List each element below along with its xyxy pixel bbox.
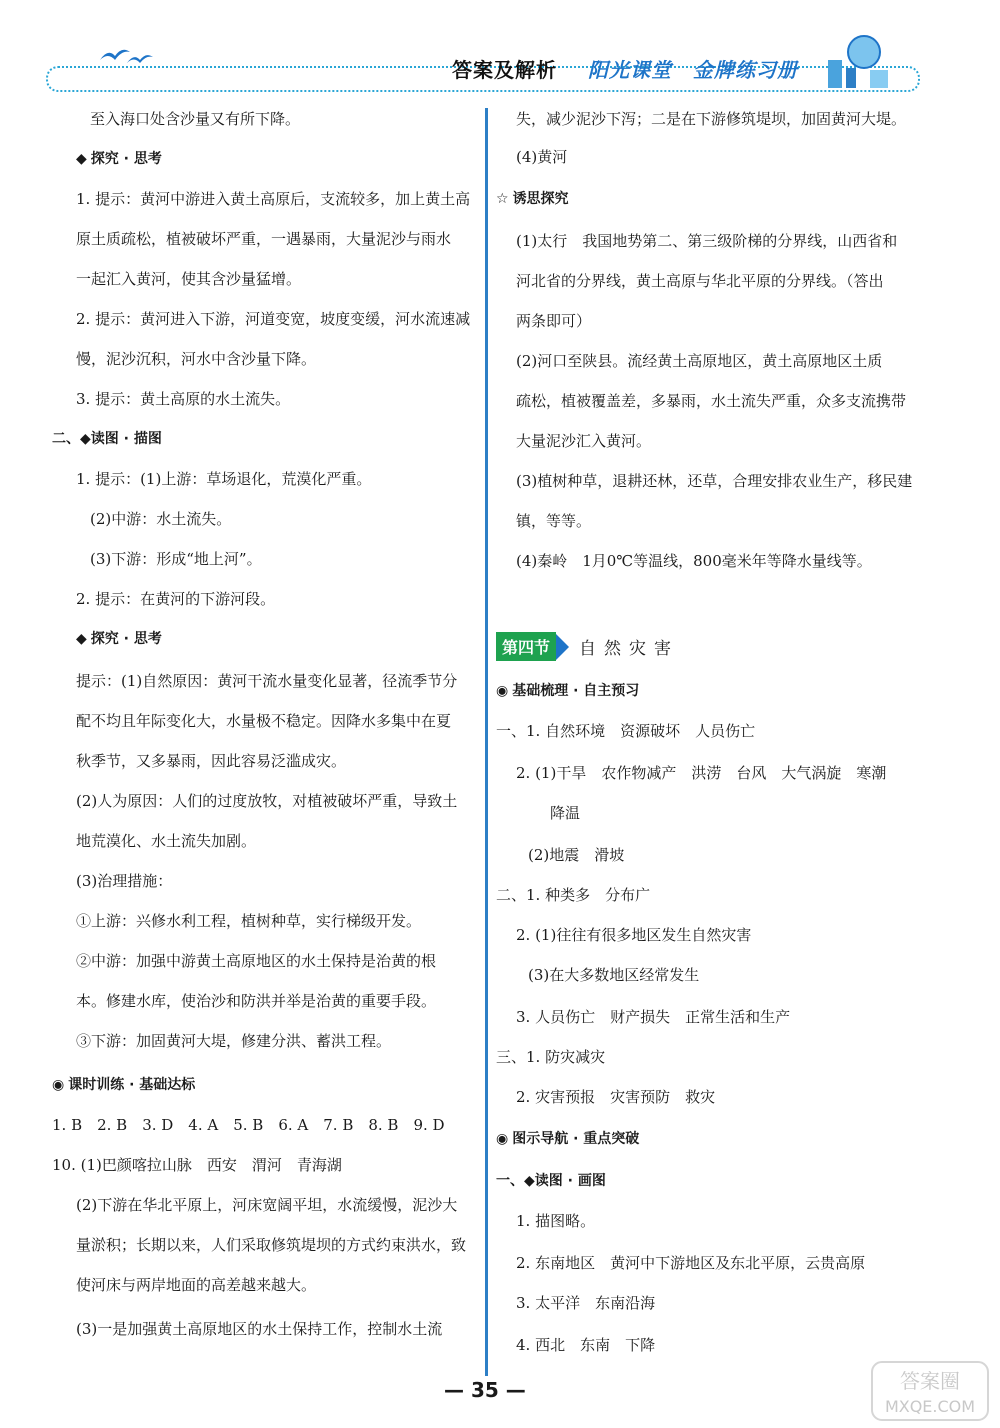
text-line: 4. 西北 东南 下降 — [516, 1336, 656, 1354]
globe-decoration-icon — [818, 30, 898, 92]
text-line: 2. (1)干旱 农作物减产 洪涝 台风 大气涡旋 寒潮 — [516, 764, 887, 782]
section-heading: 二、◆读图 · 描图 — [52, 431, 162, 447]
text-line: (2)下游在华北平原上，河床宽阔平坦，水流缓慢，泥沙大 — [76, 1196, 458, 1214]
watermark-logo — [870, 1360, 990, 1422]
text-line: (3)治理措施： — [76, 872, 173, 890]
text-line: (3)植树种草，退耕还林，还草，合理安排农业生产，移民建 — [516, 472, 913, 490]
text-line: 降温 — [550, 804, 581, 822]
bird-icon — [126, 50, 154, 68]
text-line: (1)太行 我国地势第二、第三级阶梯的分界线，山西省和 — [516, 232, 898, 250]
star-icon: ☆ — [496, 191, 509, 207]
diamond-icon: ◆ — [76, 631, 87, 647]
text-line: 镇，等等。 — [516, 512, 592, 530]
text-line: 1. 提示：(1)上游：草场退化，荒漠化严重。 — [76, 470, 372, 488]
section-heading: ◉ 图示导航 · 重点突破 — [496, 1131, 640, 1147]
section-heading: ◉ 课时训练 · 基础达标 — [52, 1077, 196, 1093]
text-line: 本。修建水库，使治沙和防洪并举是治黄的重要手段。 — [76, 992, 437, 1010]
circle-bullet-icon: ◉ — [496, 683, 509, 699]
text-line: 3. 提示：黄土高原的水土流失。 — [76, 390, 291, 408]
text-line: (2)人为原因：人们的过度放牧，对植被破坏严重，导致土 — [76, 792, 458, 810]
section-heading: ◉ 基础梳理 · 自主预习 — [496, 683, 640, 699]
page-header — [0, 0, 1000, 100]
text-line: 2. 提示：黄河进入下游，河道变宽，坡度变缓，河水流速减 — [76, 310, 471, 328]
text-line: 2. 灾害预报 灾害预防 救灾 — [516, 1088, 716, 1106]
text-line: 一起汇入黄河，使其含沙量猛增。 — [76, 270, 302, 288]
text-line: (2)河口至陕县。流经黄土高原地区，黄土高原地区土质 — [516, 352, 883, 370]
text-line: 使河床与两岸地面的高差越来越大。 — [76, 1276, 317, 1294]
text-line: 失，减少泥沙下泻；二是在下游修筑堤坝，加固黄河大堤。 — [516, 110, 907, 128]
text-line: (2)地震 滑坡 — [528, 846, 625, 864]
chevron-right-icon — [556, 634, 569, 660]
circle-bullet-icon: ◉ — [52, 1077, 65, 1093]
text-line: 地荒漠化、水土流失加剧。 — [76, 832, 257, 850]
text-line: 3. 人员伤亡 财产损失 正常生活和生产 — [516, 1008, 791, 1026]
svg-text:MXQE.COM: MXQE.COM — [884, 1397, 976, 1416]
text-line: 2. 东南地区 黄河中下游地区及东北平原，云贵高原 — [516, 1254, 866, 1272]
text-line: 秋季节，又多暴雨，因此容易泛滥成灾。 — [76, 752, 347, 770]
text-line: 大量泥沙汇入黄河。 — [516, 432, 652, 450]
text-line: 2. 提示：在黄河的下游河段。 — [76, 590, 276, 608]
text-line: 3. 太平洋 东南沿海 — [516, 1294, 656, 1312]
section-heading: ☆ 诱思探究 — [496, 191, 569, 207]
header-brand: 阳光课堂 金牌练习册 — [588, 58, 798, 82]
text-line: ①上游：兴修水利工程，植树种草，实行梯级开发。 — [76, 912, 422, 930]
text-line: 提示：(1)自然原因：黄河干流水量变化显著，径流季节分 — [76, 672, 458, 690]
text-line: 配不均且年际变化大，水量极不稳定。因降水多集中在夏 — [76, 712, 452, 730]
chapter-heading — [496, 632, 679, 661]
answer-line: 1. B 2. B 3. D 4. A 5. B 6. A 7. B 8. B 9. D — [52, 1116, 445, 1134]
section-heading: ◆ 探究 · 思考 — [76, 151, 162, 167]
text-line: 一、1. 自然环境 资源破坏 人员伤亡 — [496, 722, 756, 740]
chapter-badge: 第四节 — [496, 632, 556, 661]
text-line: (3)下游：形成“地上河”。 — [90, 550, 262, 568]
text-line: 疏松，植被覆盖差，多暴雨，水土流失严重，众多支流携带 — [516, 392, 907, 410]
text-line: 1. 描图略。 — [516, 1212, 596, 1230]
text-line: ②中游：加强中游黄土高原地区的水土保持是治黄的根 — [76, 952, 437, 970]
section-heading: 一、◆读图 · 画图 — [496, 1173, 606, 1189]
header-title: 答案及解析 — [452, 58, 557, 82]
text-line: 1. 提示：黄河中游进入黄土高原后，支流较多，加上黄土高 — [76, 190, 471, 208]
text-line: 原土质疏松，植被破坏严重，一遇暴雨，大量泥沙与雨水 — [76, 230, 452, 248]
diamond-icon: ◆ — [76, 151, 87, 167]
svg-text:答案圈: 答案圈 — [900, 1369, 960, 1393]
text-line: (4)秦岭 1月0℃等温线，800毫米年等降水量线等。 — [516, 552, 872, 570]
text-line: 2. (1)往往有很多地区发生自然灾害 — [516, 926, 752, 944]
text-line: (4)黄河 — [516, 148, 568, 166]
text-line: 至入海口处含沙量又有所下降。 — [90, 110, 301, 128]
text-line: (2)中游：水土流失。 — [90, 510, 232, 528]
chapter-title: 自然灾害 — [579, 639, 680, 659]
text-line: 慢，泥沙沉积，河水中含沙量下降。 — [76, 350, 317, 368]
text-line: 河北省的分界线，黄土高原与华北平原的分界线。（答出 — [516, 272, 884, 290]
text-line: ③下游：加固黄河大堤，修建分洪、蓄洪工程。 — [76, 1032, 392, 1050]
text-line: 量淤积；长期以来，人们采取修筑堤坝的方式约束洪水，致 — [76, 1236, 467, 1254]
page-number: — 35 — — [444, 1378, 526, 1402]
text-line: 10. (1)巴颜喀拉山脉 西安 渭河 青海湖 — [52, 1156, 342, 1174]
column-divider — [485, 108, 488, 1376]
text-line: (3)一是加强黄土高原地区的水土保持工作，控制水土流 — [76, 1320, 443, 1338]
section-heading: ◆ 探究 · 思考 — [76, 631, 162, 647]
text-line: 三、1. 防灾减灾 — [496, 1048, 606, 1066]
text-line: 两条即可） — [516, 312, 592, 330]
text-line: 二、1. 种类多 分布广 — [496, 886, 651, 904]
text-line: (3)在大多数地区经常发生 — [528, 966, 700, 984]
circle-bullet-icon: ◉ — [496, 1131, 509, 1147]
